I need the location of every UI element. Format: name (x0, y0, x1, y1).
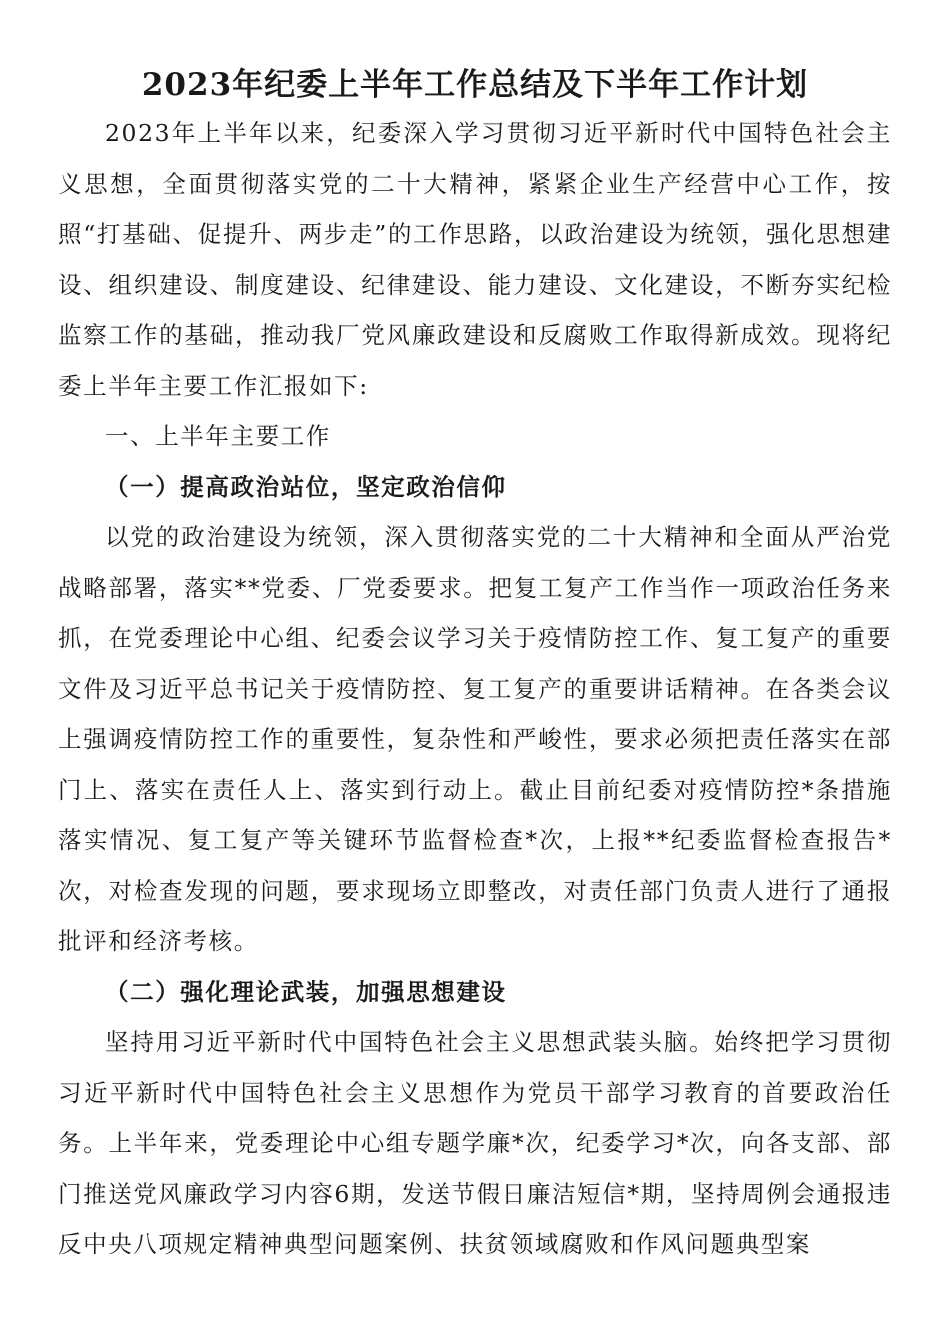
subsection-1-paragraph: 以党的政治建设为统领，深入贯彻落实党的二十大精神和全面从严治党战略部署，落实**党委、厂党委要求。把复工复产工作当作一项政治任务来抓，在党委理论中心组、纪委会议学习关于疫情防控工作、复工复产的重要文件及习近平总书记关于疫情防控、复工复产的重要讲话精神。在各类会议上强调疫情防控工作的重要性，复杂性和严峻性，要求必须把责任落实在部门上、落实在责任人上、落实到行动上。截止目前纪委对疫情防控*条措施落实情况、复工复产等关键环节监督检查*次，上报**纪委监督检查报告*次，对检查发现的问题，要求现场立即整改，对责任部门负责人进行了通报批评和经济考核。 (58, 523, 892, 955)
subsection-heading-2: （二）强化理论武装，加强思想建设 (105, 977, 507, 1006)
section-heading-1: 一、上半年主要工作 (105, 422, 331, 450)
subsection-heading-1: （一）提高政治站位，坚定政治信仰 (105, 472, 507, 501)
intro-paragraph: 2023年上半年以来，纪委深入学习贯彻习近平新时代中国特色社会主义思想，全面贯彻落实党的二十大精神，紧紧企业生产经营中心工作，按照“打基础、促提升、两步走”的工作思路，以政治建设为统领，强化思想建设、组织建设、制度建设、纪律建设、能力建设、文化建设，不断夯实纪检监察工作的基础，推动我厂党风廉政建设和反腐败工作取得新成效。现将纪委上半年主要工作汇报如下: (58, 119, 892, 400)
subsection-2-paragraph: 坚持用习近平新时代中国特色社会主义思想武装头脑。始终把学习贯彻习近平新时代中国特色社会主义思想作为党员干部学习教育的首要政治任务。上半年来，党委理论中心组专题学廉*次，纪委学习*次，向各支部、部门推送党风廉政学习内容6期，发送节假日廉洁短信*期，坚持周例会通报违反中央八项规定精神典型问题案例、扶贫领域腐败和作风问题典型案 (58, 1028, 892, 1258)
document-title: 2023年纪委上半年工作总结及下半年工作计划 (141, 67, 809, 103)
